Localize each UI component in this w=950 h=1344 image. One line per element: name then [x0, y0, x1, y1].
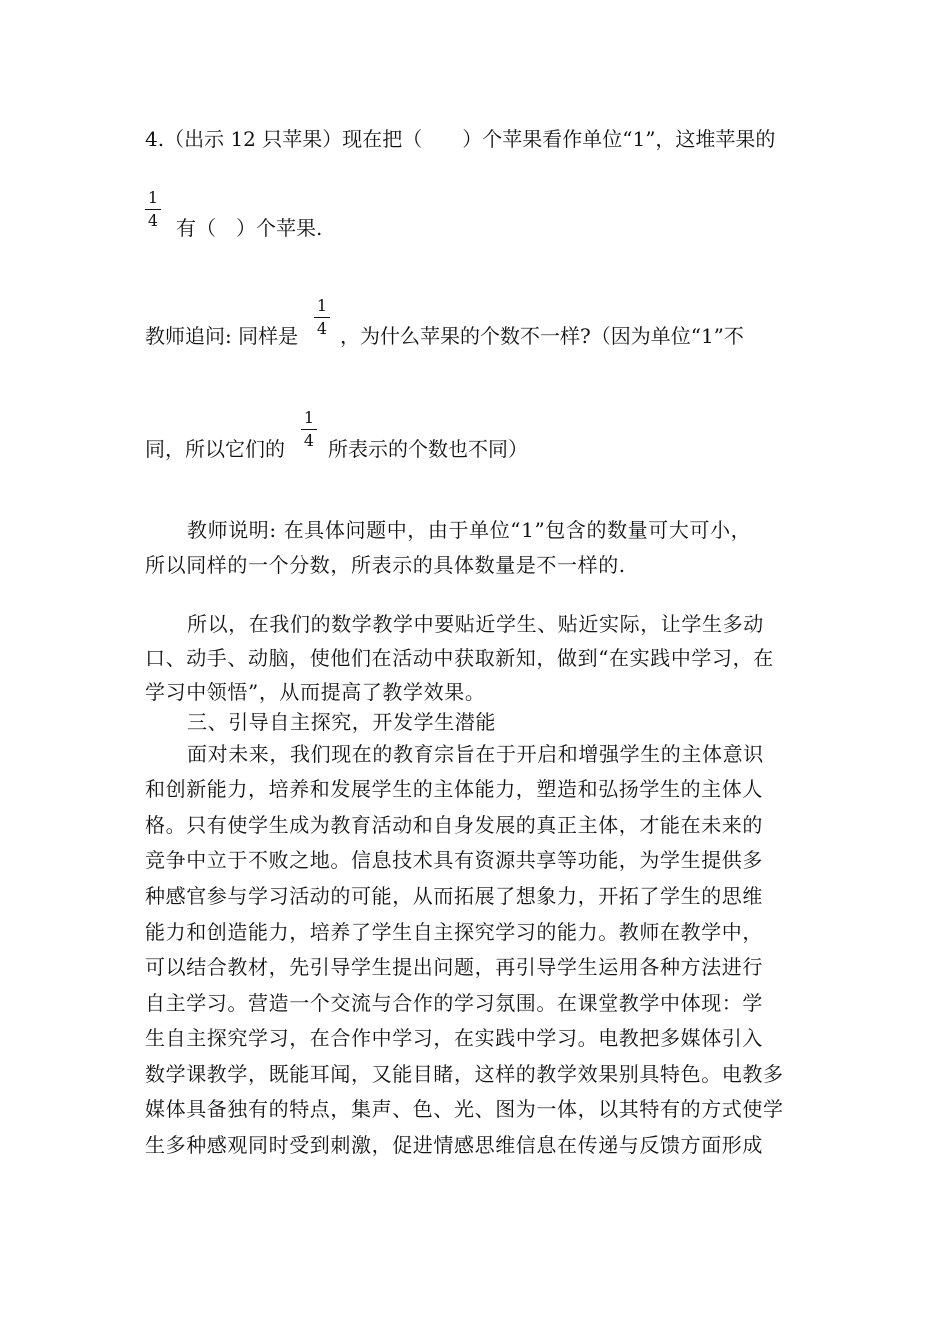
paragraph-line: 学习中领悟”，从而提高了教学效果。 — [145, 680, 486, 704]
paragraph-line: 媒体具备独有的特点，集声、色、光、图为一体，以其特有的方式使学 — [145, 1097, 784, 1121]
fraction-numerator: 1 — [316, 296, 328, 315]
teacher-ask-line2-prefix: 同，所以它们的 — [145, 437, 285, 461]
teacher-ask-line2-suffix: 所表示的个数也不同） — [328, 437, 528, 461]
fraction-bar — [145, 209, 161, 210]
fraction-one-quarter — [301, 410, 317, 449]
fraction-bar — [301, 429, 317, 430]
section-heading: 三、引导自主探究，开发学生潜能 — [187, 710, 496, 734]
teacher-explain-line1: 教师说明: 在具体问题中，由于单位“1”包含的数量可大可小， — [187, 518, 752, 542]
fraction-one-quarter — [145, 190, 161, 229]
paragraph-line: 种感官参与学习活动的可能，从而拓展了想象力，开拓了学生的思维 — [145, 884, 763, 908]
fraction-denominator: 4 — [316, 319, 328, 338]
paragraph-line: 所以，在我们的数学教学中要贴近学生、贴近实际，让学生多动 — [187, 612, 764, 636]
paragraph-line: 数学课教学，既能耳闻，又能目睹，这样的教学效果别具特色。电教多 — [145, 1062, 784, 1086]
fraction-bar — [314, 317, 330, 318]
paragraph-line: 竞争中立于不败之地。信息技术具有资源共享等功能，为学生提供多 — [145, 848, 763, 872]
paragraph-line: 格。只有使学生成为教育活动和自身发展的真正主体，才能在未来的 — [145, 813, 763, 837]
fraction-denominator: 4 — [303, 431, 315, 450]
paragraph-line: 生自主探究学习，在合作中学习，在实践中学习。电教把多媒体引入 — [145, 1026, 763, 1050]
teacher-ask-suffix: ，为什么苹果的个数不一样?（因为单位“1”不 — [340, 324, 744, 348]
teacher-ask-prefix: 教师追问: 同样是 — [145, 324, 299, 348]
fraction-numerator: 1 — [303, 408, 315, 427]
paragraph-line: 面对未来，我们现在的教育宗旨在于开启和增强学生的主体意识 — [187, 742, 764, 766]
paragraph-line: 可以结合教材，先引导学生提出问题，再引导学生运用各种方法进行 — [145, 955, 763, 979]
paragraph-line: 能力和创造能力，培养了学生自主探究学习的能力。教师在教学中， — [145, 920, 763, 944]
paragraph-line: 和创新能力，培养和发展学生的主体能力，塑造和弘扬学生的主体人 — [145, 777, 763, 801]
fraction-numerator: 1 — [147, 188, 159, 207]
q4-line2: 有（ ）个苹果. — [176, 216, 323, 240]
paragraph-line: 自主学习。营造一个交流与合作的学习氛围。在课堂教学中体现：学 — [145, 991, 763, 1015]
fraction-one-quarter — [314, 298, 330, 337]
paragraph-line: 生多种感观同时受到刺激，促进情感思维信息在传递与反馈方面形成 — [145, 1133, 763, 1157]
paragraph-line: 口、动手、动脑，使他们在活动中获取新知，做到“在实践中学习，在 — [145, 646, 774, 670]
q4-line1: 4.（出示 12 只苹果）现在把（ ）个苹果看作单位“1”，这堆苹果的 — [145, 127, 776, 151]
fraction-denominator: 4 — [147, 211, 159, 230]
teacher-explain-line2: 所以同样的一个分数，所表示的具体数量是不一样的. — [145, 553, 626, 577]
